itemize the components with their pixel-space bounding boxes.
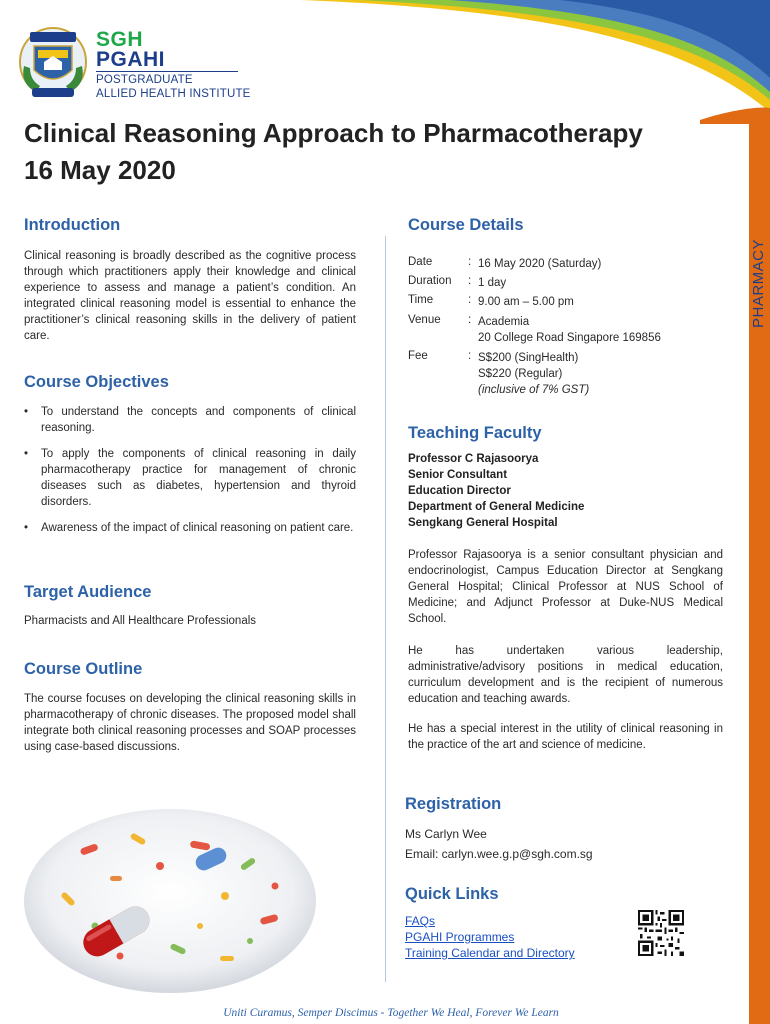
outline-heading: Course Outline: [24, 660, 143, 678]
faculty-hospital: Sengkang General Hospital: [408, 517, 558, 529]
colon: :: [468, 350, 472, 362]
bullet: •: [24, 406, 29, 418]
fee-line2: S$220 (Regular): [478, 368, 563, 380]
list-item: [24, 446, 356, 510]
list-item: [24, 520, 356, 536]
objective-text: Awareness of the impact of clinical reasoning on patient care.: [41, 522, 354, 534]
venue-label: Venue: [408, 314, 441, 326]
objectives-heading: Course Objectives: [24, 373, 169, 391]
bullet: •: [24, 522, 29, 534]
faculty-bio-paragraph: He has undertaken various leadership, administrative/advisory positions in medical education, curriculum development and is the recipient of numerous education and teaching awards.: [408, 645, 723, 705]
faculty-role: Senior Consultant: [408, 469, 508, 481]
venue-line1: Academia: [478, 316, 530, 328]
faculty-info: [408, 451, 728, 531]
page-title: Clinical Reasoning Approach to Pharmacotherapy: [24, 118, 643, 148]
quick-links-heading: Quick Links: [405, 885, 499, 903]
objective-text: To understand the concepts and components of clinical reasoning.: [41, 406, 356, 434]
brand-subtitle-line2: ALLIED HEALTH INSTITUTE: [96, 88, 251, 100]
brand-divider: [96, 71, 238, 72]
venue-line2: 20 College Road Singapore 169856: [478, 332, 661, 344]
faculty-department: Department of General Medicine: [408, 501, 585, 513]
link-training-calendar[interactable]: Training Calendar and Directory: [405, 946, 575, 960]
registration-email: Email: carlyn.wee.g.p@sgh.com.sg: [405, 847, 593, 861]
page-date-title: 16 May 2020: [24, 155, 176, 185]
duration-value: 1 day: [478, 277, 507, 289]
registration-heading: Registration: [405, 795, 502, 813]
faculty-bio-paragraph: Professor Rajasoorya is a senior consultant physician and endocrinologist, Campus Education Director at Sengkang General Hospital; Clinical Professor at NUS School of Medicine; and Adjunct Professor at Duke-NUS Medical School.: [408, 549, 723, 625]
faculty-bio-paragraph: He has a special interest in the utility of clinical reasoning in the practice of the art and science of medicine.: [408, 723, 723, 751]
pills-image: [20, 806, 320, 996]
fee-line1: S$200 (SingHealth): [478, 352, 579, 364]
bullet: •: [24, 448, 29, 460]
venue-value: [478, 314, 661, 346]
fee-label: Fee: [408, 350, 428, 362]
objective-text: To apply the components of clinical reasoning in daily pharmacotherapy practice for management of chronic diseases such as diabetes, hypertension and thyroid disorders.: [41, 448, 356, 508]
faculty-role: Education Director: [408, 485, 511, 497]
time-value: 9.00 am – 5.00 pm: [478, 296, 574, 308]
crest-logo: [18, 26, 88, 102]
link-faqs[interactable]: FAQs: [405, 914, 436, 928]
date-label: Date: [408, 256, 433, 268]
objectives-list: [24, 404, 356, 546]
brand-sgh: SGH: [96, 28, 144, 51]
time-label: Time: [408, 294, 434, 306]
column-divider: [385, 236, 386, 982]
qr-code-icon[interactable]: [638, 910, 684, 956]
side-label-text: PHARMACY: [750, 238, 767, 328]
outline-text: The course focuses on developing the clinical reasoning skills in pharmacotherapy of chronic diseases. The proposed model shall integrate both clinical reasoning processes and SOAP processes using case-based discussions.: [24, 693, 356, 753]
colon: :: [468, 314, 472, 326]
footer-motto-text: Uniti Curamus, Semper Discimus - Together We Heal, Forever We Learn: [223, 1007, 559, 1019]
faculty-heading: Teaching Faculty: [408, 424, 542, 442]
colon: :: [468, 275, 472, 287]
brand-subtitle-line1: POSTGRADUATE: [96, 74, 193, 86]
brand-pgahi: PGAHI: [96, 48, 166, 71]
audience-text: Pharmacists and All Healthcare Professionals: [24, 615, 257, 627]
audience-heading: Target Audience: [24, 583, 152, 601]
side-category-label: [724, 220, 770, 340]
introduction-text: Clinical reasoning is broadly described as the cognitive process through which practitioners apply their knowledge and clinical experience to assess and manage a patient’s condition. An integrated clinical reasoning model is essential to enhance the practitioner’s clinical reasoning skills in the delivery of patient care.: [24, 250, 356, 342]
fee-value: [478, 350, 589, 398]
colon: :: [468, 256, 472, 268]
faculty-name: Professor C Rajasoorya: [408, 453, 539, 465]
fee-note: (inclusive of 7% GST): [478, 384, 590, 396]
footer-motto: [0, 1007, 770, 1019]
details-heading: Course Details: [408, 216, 524, 234]
link-pgahi-programmes[interactable]: PGAHI Programmes: [405, 930, 515, 944]
introduction-heading: Introduction: [24, 216, 121, 234]
registration-contact-name: Ms Carlyn Wee: [405, 827, 487, 841]
colon: :: [468, 294, 472, 306]
date-value: 16 May 2020 (Saturday): [478, 258, 602, 270]
list-item: [24, 404, 356, 436]
duration-label: Duration: [408, 275, 452, 287]
